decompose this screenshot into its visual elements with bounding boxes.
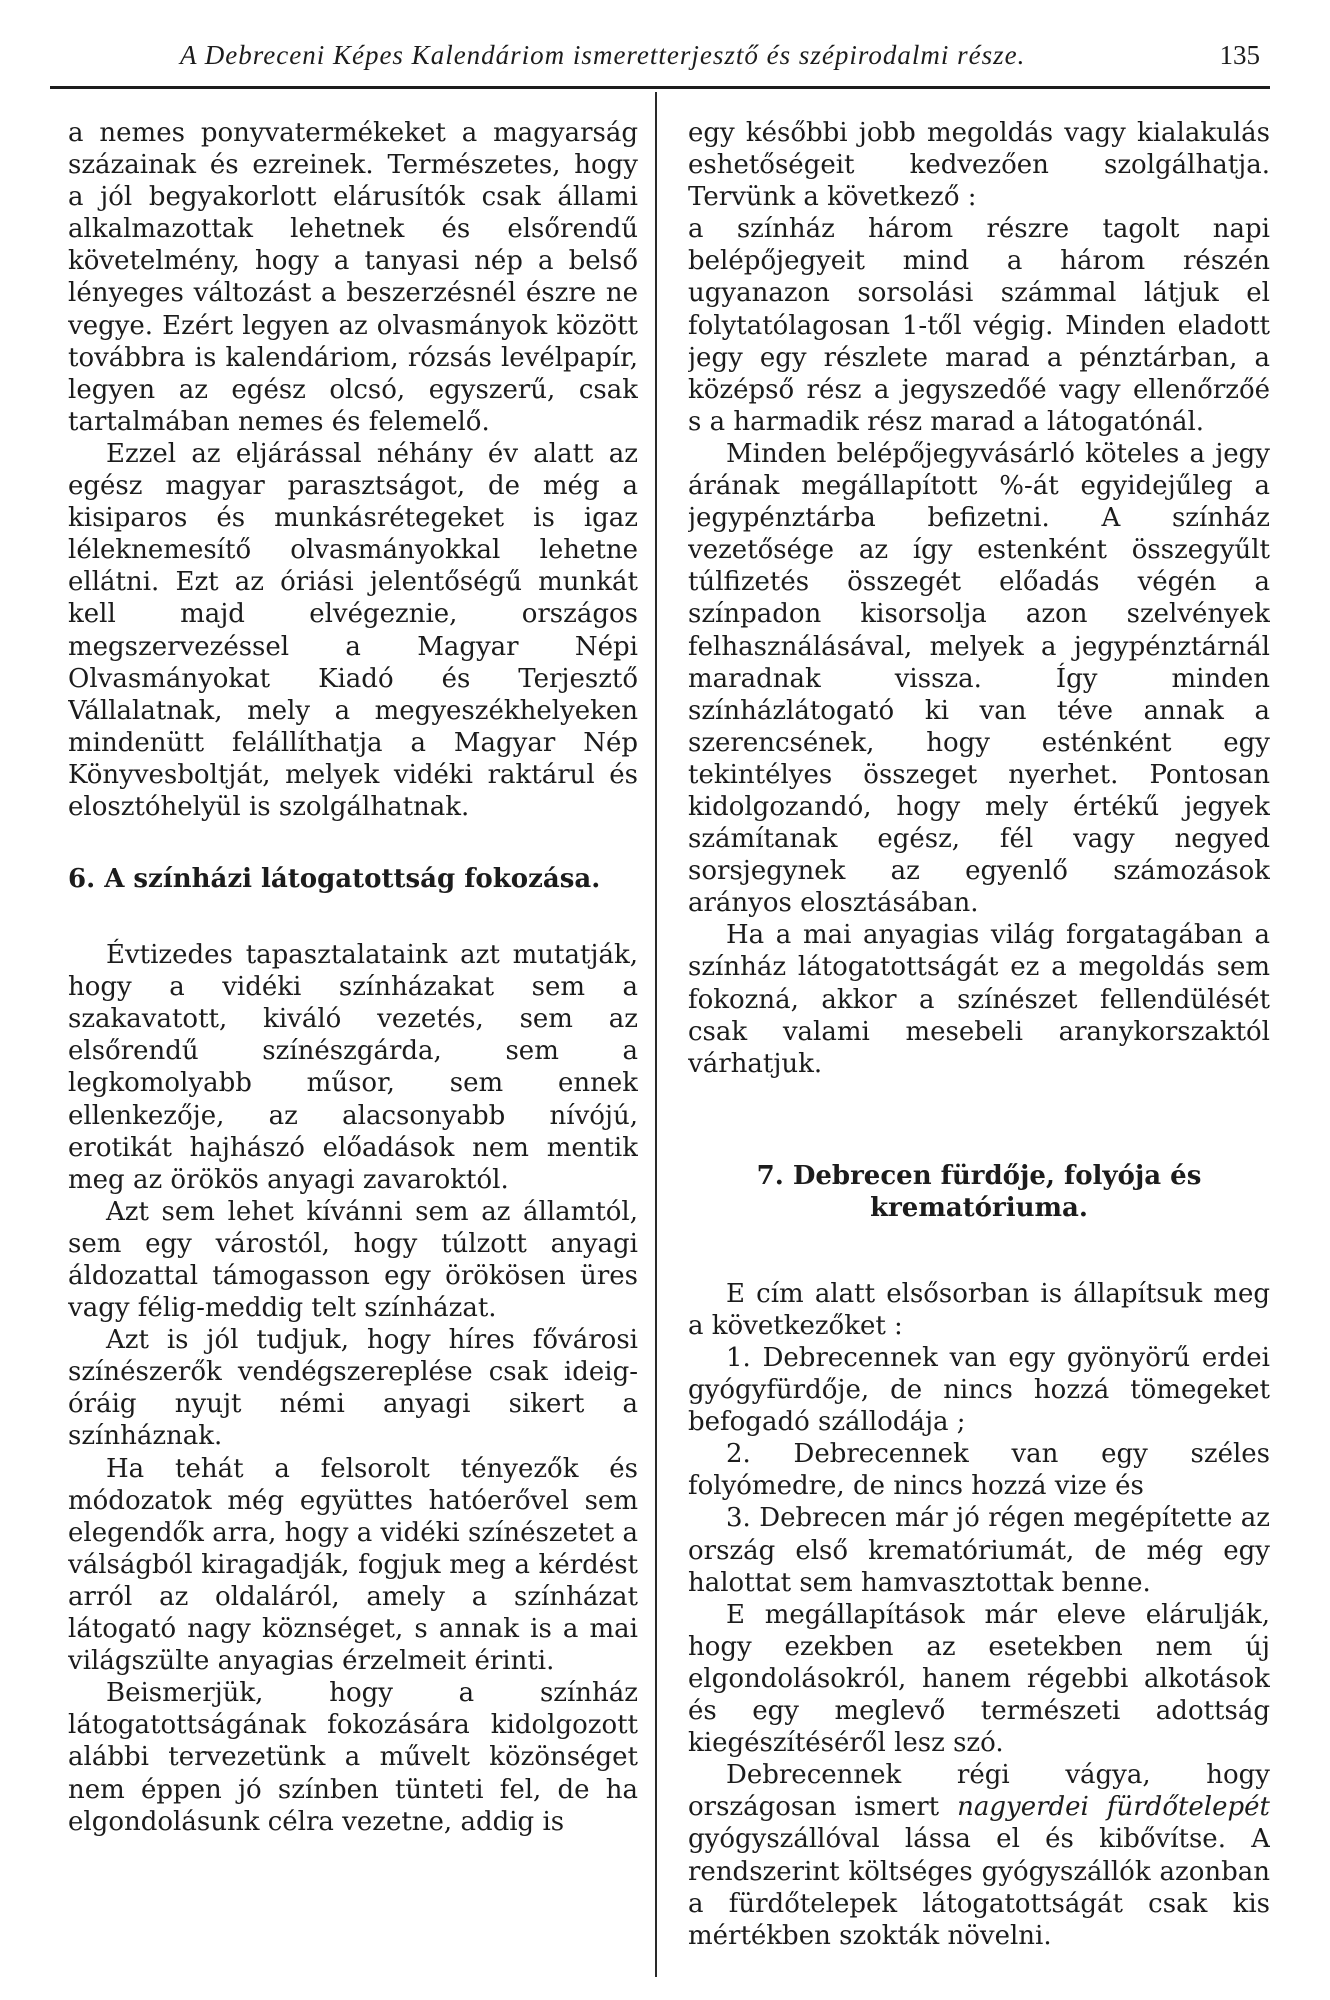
paragraph: Azt sem lehet kívánni sem az államtól, sem egy várostól, hogy túlzott anyagi áldozattal támogasson egy örökösen üres vagy félig-meddig telt színházat. bbox=[68, 1196, 638, 1324]
italic-emphasis: nagyerdei fürdőtelepét bbox=[957, 1792, 1270, 1823]
header-rule bbox=[50, 86, 1270, 89]
paragraph: a nemes ponyvatermékeket a magyarság százainak és ezreinek. Természetes, hogy a jól begyakorlott elárusítók csak állami alkalmazottak lehetnek és elsőrendű követelmény, hogy a tanyasi nép a belső lényeges változást a beszerzésnél észre ne vegye. Ezért legyen az olvasmányok között továbbra is kalendáriom, rózsás levélpapír, legyen az egész olcsó, egyszerű, csak tartalmában nemes és felemelő. bbox=[68, 118, 638, 437]
paragraph: E megállapítások már eleve elárulják, hogy ezekben az esetekben nem új elgondolásokról, hanem régebbi alkotások és egy meglevő természeti adottság kiegészítéséről lesz szó. bbox=[688, 1599, 1270, 1759]
paragraph: Ha tehát a felsorolt tényezők és módozatok még együttes hatóerővel sem elegendők arra, hogy a vidéki színészetet a válságból kiragadják, fogjuk meg a kérdést arról az oldaláról, amely a színházat látogató nagy köznséget, s annak is a mai világszülte anyagias érzelmeit érinti. bbox=[68, 1453, 638, 1677]
paragraph bbox=[688, 1759, 1270, 1952]
section-heading-7: 7. Debrecen fürdője, folyója és krematóriuma. bbox=[756, 1160, 1202, 1223]
running-header bbox=[60, 40, 1270, 84]
text-run: Debrecennek régi vágya, hogy országosan ismert bbox=[688, 1760, 1270, 1823]
list-item: 2. Debrecennek van egy széles folyómedre, de nincs hozzá vize és bbox=[688, 1439, 1270, 1502]
paragraph: E cím alatt elsősorban is állapítsuk meg a következőket : bbox=[688, 1278, 1270, 1341]
paragraph: Beismerjük, hogy a színház látogatottságának fokozására kidolgozott alábbi tervezetünk a művelt közönséget nem éppen jó színben tünteti fel, de ha elgondolásunk célra vezetne, addig is bbox=[68, 1678, 638, 1837]
paragraph: Ha a mai anyagias világ forgatagában a színház látogatottságát ez a megoldás sem fokozná, akkor a színészet fellendülését csak valami mesebeli aranykorszaktól várhatjuk. bbox=[688, 920, 1270, 1079]
paragraph: egy későbbi jobb megoldás vagy kialakulás eshetőségeit kedvezően szolgálhatja. Tervünk a következő : bbox=[688, 118, 1270, 213]
paragraph: Minden belépőjegyvásárló köteles a jegy árának megállapított %-át egyidejűleg a jegypénztárba befizetni. A színház vezetősége az így estenként összegyűlt túlfizetés összegét előadás végén a színpadon kisorsolja azon szelvények felhasználásával, melyek a jegypénztárnál maradnak vissza. Így minden színházlátogató ki van téve annak a szerencsének, hogy esténként egy tekintélyes összeget nyerhet. Pontosan kidolgozandó, hogy mely értékű jegyek számítanak egész, fél vagy negyed sorsjegynek az egyenlő számozások arányos elosztásában. bbox=[688, 438, 1270, 919]
column-divider bbox=[655, 92, 657, 1977]
left-column bbox=[68, 117, 638, 1987]
right-column bbox=[688, 117, 1270, 1987]
page-number: 135 bbox=[1219, 40, 1260, 70]
paragraph: a színház három részre tagolt napi belépőjegyeit mind a három részén ugyanazon sorsolási számmal látjuk el folytatólagosan 1-től végig. Minden eladott jegy egy részlete marad a pénztárban, a középső rész a jegyszedőé vagy ellenőrzőé s a harmadik rész marad a látogatónál. bbox=[688, 214, 1270, 437]
text-run: gyógyszállóval lássa el és kibővítse. A rendszerint költséges gyógyszállók azonban a fürdőtelepek látogatottságát csak kis mértékben szokták növelni. bbox=[688, 1824, 1270, 1951]
paragraph: Évtizedes tapasztalataink azt mutatják, hogy a vidéki színházakat sem a szakavatott, kiváló vezetés, sem az elsőrendű színészgárda, sem a legkomolyabb műsor, sem ennek ellenkezője, az alacsonyabb nívójú, erotikát hajhászó előadások nem mentik meg az örökös anyagi zavaroktól. bbox=[68, 940, 638, 1195]
list-item: 1. Debrecennek van egy gyönyörű erdei gyógyfürdője, de nincs hozzá tömegeket befogadó szállodája ; bbox=[688, 1343, 1270, 1438]
list-item: 3. Debrecen már jó régen megépítette az ország első krematóriumát, de még egy halottat sem hamvasztottak benne. bbox=[688, 1503, 1270, 1598]
paragraph: Ezzel az eljárással néhány év alatt az egész magyar parasztságot, de még a kisiparos és munkásrétegeket is igaz léleknemesítő olvasmányokkal lehetne ellátni. Ezt az óriási jelentőségű munkát kell majd elvégeznie, országos megszervezéssel a Magyar Népi Olvasmányokat Kiadó és Terjesztő Vállalatnak, mely a megyeszékhelyeken mindenütt felállíthatja a Magyar Nép Könyvesboltját, melyek vidéki raktárul és elosztóhelyül is szolgálhatnak. bbox=[68, 438, 638, 822]
section-heading-6: 6. A színházi látogatottság fokozása. bbox=[68, 864, 601, 895]
running-head-title: A Debreceni Képes Kalendáriom ismeretterjesztő és szépirodalmi része. bbox=[180, 40, 1026, 70]
paragraph: Azt is jól tudjuk, hogy híres fővárosi színészerők vendégszereplése csak ideig-óráig nyujt némi anyagi sikert a színháznak. bbox=[68, 1325, 638, 1452]
